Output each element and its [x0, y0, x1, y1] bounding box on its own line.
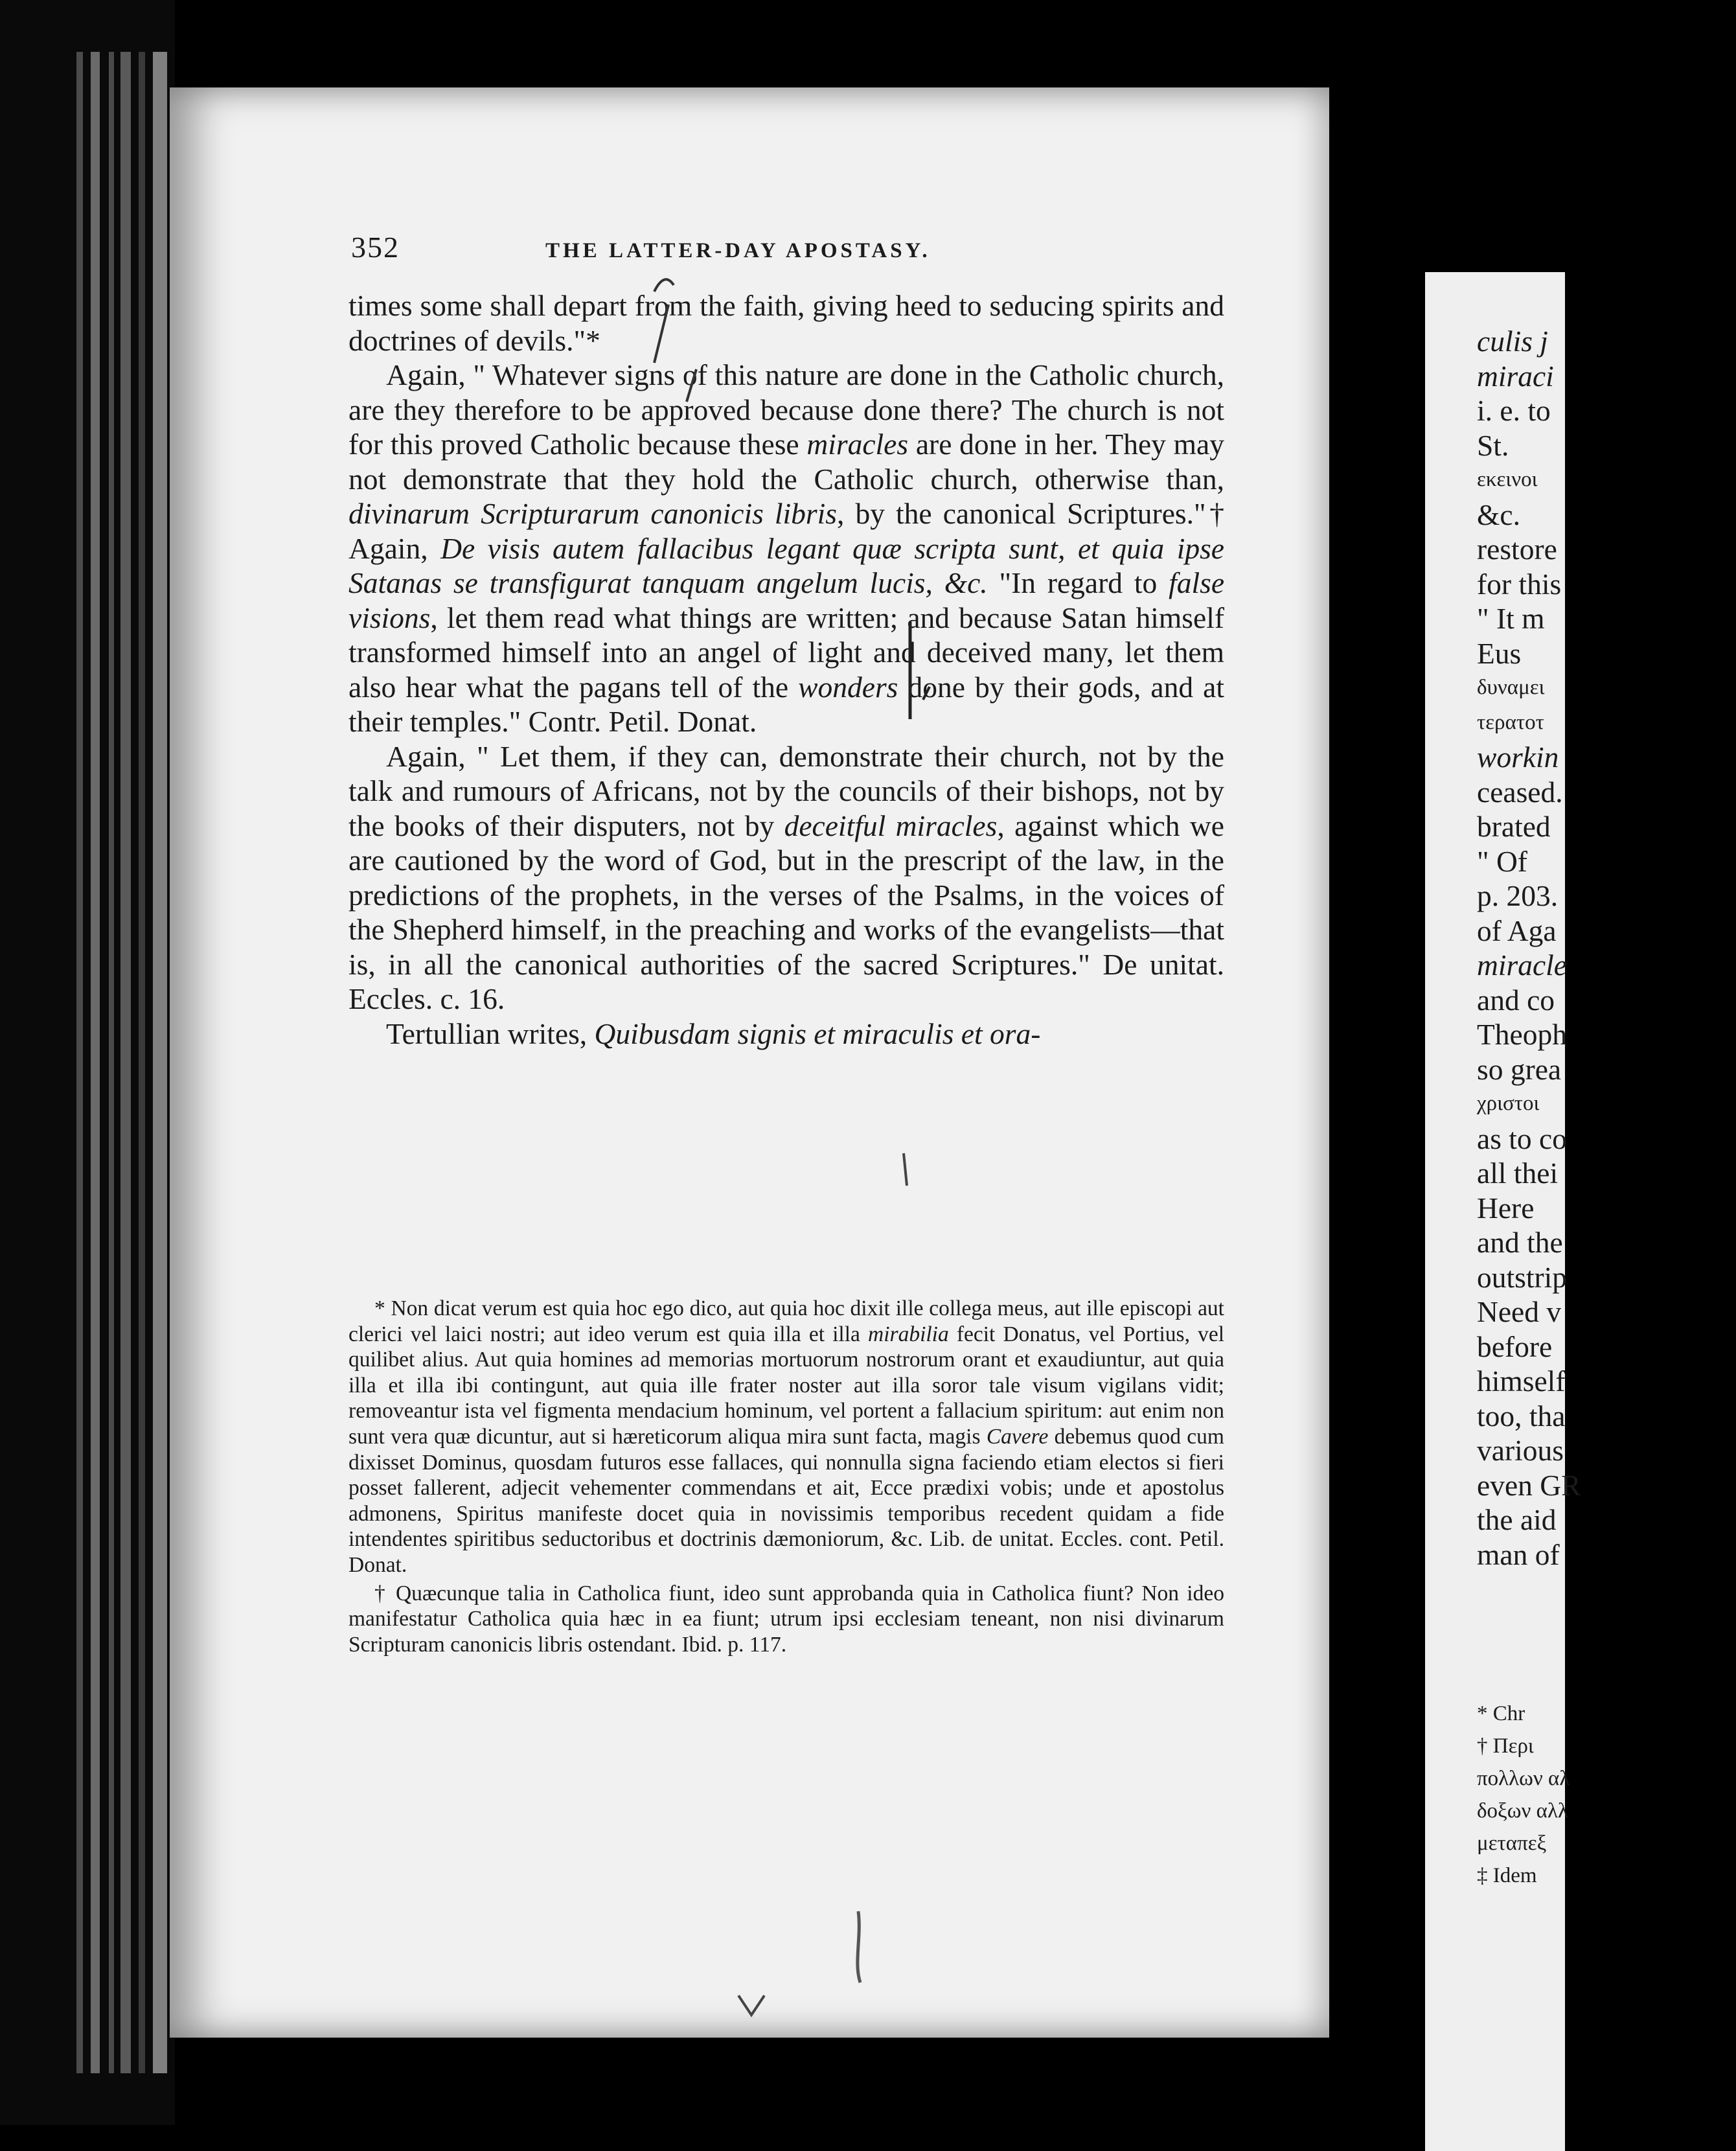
adjacent-line: brated: [1477, 810, 1551, 843]
paragraph: [348, 1017, 1224, 1052]
adjacent-line: and co: [1477, 983, 1555, 1017]
adjacent-page-text: [1477, 324, 1736, 1572]
adjacent-page-footnotes: [1477, 1697, 1570, 1892]
page-number: 352: [351, 231, 400, 264]
text-run: fecit Donatus, vel Portius, vel quilibet alius. Aut quia homines ad memorias mortuorum nostrorum orant et exaudiuntur, aut quia illa et illa ibi contingunt, aut quia ille frater noster aut illa soror tale visum vigilans vidit; removeantur ista vel figmenta mendacium hominum, vel portent a fallacium spiritum: aut enim non sunt vera quæ dicuntur, aut si hæreticorum aliqua mira sunt facta, magis: [348, 1322, 1224, 1449]
adjacent-line: Eus: [1477, 636, 1522, 670]
running-head: THE LATTER-DAY APOSTASY.: [545, 239, 931, 262]
adjacent-line: culis j: [1477, 325, 1548, 358]
adjacent-footnote-line: * Chr: [1477, 1702, 1525, 1725]
adjacent-line: Theoph: [1477, 1018, 1567, 1051]
adjacent-line: workin: [1477, 741, 1559, 774]
adjacent-line: all thei: [1477, 1156, 1559, 1190]
italic-text: false visions: [348, 566, 1225, 634]
italic-text: miracles: [806, 428, 909, 461]
adjacent-line: of Aga: [1477, 914, 1557, 947]
text-run: † Quæcunque talia in Catholica fiunt, ideo sunt approbanda quia in Catholica fiunt? Non ideo manifestatur Catholica quia hæc in ea fiunt; utrum ipsi ecclesiam teneant, non nisi divinarum Scripturam canonicis libris ostendant. Ibid. p. 117.: [348, 1581, 1224, 1657]
adjacent-line: εκεινοι: [1477, 468, 1538, 491]
adjacent-line: even GR: [1477, 1468, 1581, 1502]
text-run: , by the canonical Scriptures."† Again,: [348, 497, 1224, 565]
footnote: [348, 1581, 1224, 1658]
adjacent-line: restore: [1477, 533, 1557, 566]
text-run: , against which we are cautioned by the word of God, but in the prescript of the law, in the predictions of the prophets, in the verses of the Psalms, in the voices of the Shepherd himself, in the preaching and works of the evangelists—that is, in all the canonical authorities of the sacred Scriptures." De unitat. Eccles. c. 16.: [348, 809, 1224, 1015]
italic-text: De visis autem fallacibus legant quæ scripta sunt, et quia ipse Satanas se transfigurat tanquam angelum lucis, &c.: [348, 531, 1224, 599]
paragraph: [348, 288, 1224, 358]
adjacent-line: miracle: [1477, 949, 1567, 982]
book-spine: [0, 0, 175, 2125]
adjacent-line: ceased.: [1477, 775, 1563, 809]
adjacent-line: man of: [1477, 1537, 1560, 1571]
italic-text: wonders: [798, 670, 898, 704]
italic-text: deceitful miracles: [784, 809, 998, 842]
page-edge: [153, 52, 167, 2073]
text-run: , let them read what things are written; and because Satan himself transformed himself into an angel of light and deceived many, let them also hear what the pagans tell of the: [348, 601, 1224, 704]
italic-text: Quibusdam signis et miraculis et ora-: [594, 1017, 1041, 1050]
adjacent-line: so grea: [1477, 1052, 1562, 1086]
adjacent-line: Here: [1477, 1191, 1535, 1225]
adjacent-line: τερατοτ: [1477, 710, 1544, 734]
page-edge: [120, 52, 131, 2073]
adjacent-line: various: [1477, 1434, 1564, 1467]
adjacent-line: too, tha: [1477, 1399, 1566, 1432]
italic-text: mirabilia: [868, 1322, 949, 1346]
adjacent-line: outstrip: [1477, 1260, 1568, 1294]
italic-text: divinarum Scripturarum canonicis libris: [348, 497, 837, 530]
page-edge: [91, 52, 100, 2073]
footnote: [348, 1296, 1224, 1578]
adjacent-line: St.: [1477, 428, 1509, 462]
text-run: * Non dicat verum est quia hoc ego dico, aut quia hoc dixit ille collega meus, aut ille episcopi aut clerici vel laici nostri; aut ideo verum est quia illa et illa: [348, 1296, 1224, 1346]
adjacent-footnote-line: δοξων αλλ: [1477, 1799, 1568, 1823]
text-run: times some shall depart from the faith, giving heed to seducing spirits and doctrines of devils."*: [348, 289, 1224, 357]
adjacent-line: miraci: [1477, 359, 1554, 393]
adjacent-line: before: [1477, 1329, 1553, 1363]
adjacent-line: as to co: [1477, 1122, 1567, 1155]
adjacent-footnote-line: † Περι: [1477, 1734, 1534, 1758]
adjacent-line: δυναμει: [1477, 676, 1545, 699]
page-header: [351, 230, 1206, 269]
page-edge: [139, 52, 145, 2073]
footnotes: [348, 1296, 1224, 1657]
adjacent-line: " It m: [1477, 602, 1545, 635]
adjacent-line: the aid: [1477, 1503, 1557, 1536]
adjacent-line: Need v: [1477, 1295, 1562, 1328]
text-run: Again, " Whatever signs of this nature are done in the Catholic church, are they therefore to be approved because done there? The church is not for this proved Catholic because these: [348, 358, 1224, 461]
adjacent-page: [1425, 272, 1581, 2151]
book-page: [170, 87, 1329, 2038]
adjacent-line: p. 203.: [1477, 879, 1559, 912]
paragraph: [348, 358, 1224, 739]
adjacent-footnote-line: ‡ Idem: [1477, 1864, 1537, 1887]
adjacent-footnote-line: μεταπεξ: [1477, 1832, 1547, 1855]
text-run: debemus quod cum dixisset Dominus, quosdam futuros esse fallaces, qui nonnulla signa faciendo etiam electos si fieri posset fallerent, adjecit vehementer commendans et ait, Ecce prædixi vobis; unde et apostolus admonens, Spiritus manifeste docet quia in novissimis temporibus recedent quidam a fide intendentes spiritibus seductoribus et doctrinis dæmoniorum, &c. Lib. de unitat. Eccles. cont. Petil. Donat.: [348, 1424, 1224, 1577]
adjacent-footnote-line: πολλων αλ: [1477, 1767, 1570, 1790]
adjacent-line: and the: [1477, 1226, 1563, 1259]
text-run: done by their gods, and at their temples." Contr. Petil. Donat.: [348, 670, 1224, 738]
main-text: [348, 288, 1224, 1051]
text-run: "In regard to: [987, 566, 1169, 599]
adjacent-line: i. e. to: [1477, 394, 1551, 427]
italic-text: Cavere: [986, 1424, 1049, 1449]
text-run: Again, " Let them, if they can, demonstrate their church, not by the talk and rumours of Africans, not by the councils of their bishops, not by the books of their disputers, not by: [348, 739, 1224, 842]
text-run: are done in her. They may not demonstrate that they hold the Catholic church, otherwise than,: [348, 428, 1225, 496]
adjacent-line: χριστοι: [1477, 1092, 1540, 1115]
adjacent-line: himself: [1477, 1364, 1566, 1398]
page-edge: [109, 52, 114, 2073]
page-edge: [76, 52, 83, 2073]
adjacent-line: " Of: [1477, 844, 1527, 878]
adjacent-line: for this: [1477, 567, 1562, 601]
paragraph: [348, 739, 1224, 1017]
adjacent-line: &c.: [1477, 498, 1520, 531]
text-run: Tertullian writes,: [386, 1017, 595, 1050]
